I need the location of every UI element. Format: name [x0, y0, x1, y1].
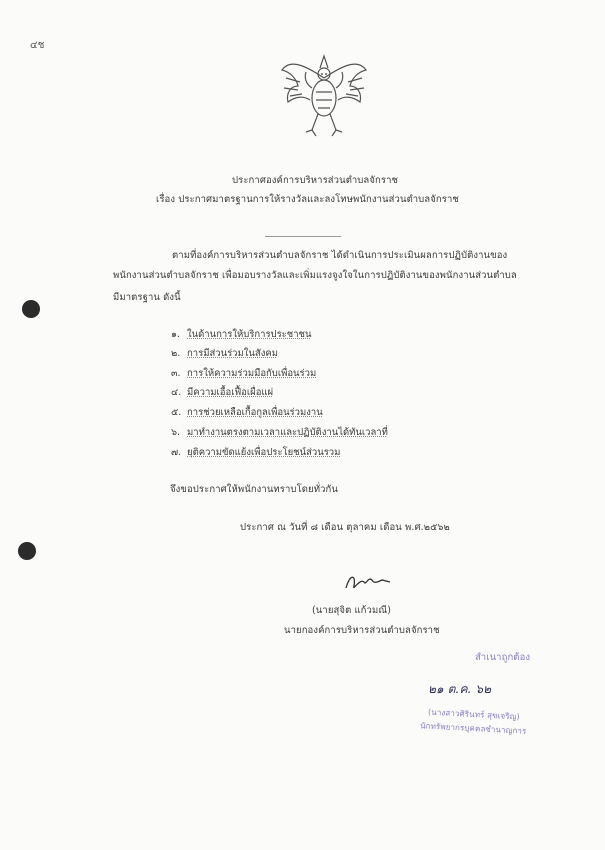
signatory-name: (นายสุจิต แก้วมณี): [312, 605, 392, 616]
list-item-text: มาทำงานตรงตามเวลาและปฏิบัติงานได้ทันเวลาที่: [187, 427, 388, 438]
list-item-text: การช่วยเหลือเกื้อกูลเพื่อนร่วมงาน: [187, 407, 323, 418]
list-item: [171, 346, 278, 361]
certifier-name: (นางสาวศิรินทร์ สุขเจริญ): [427, 707, 521, 722]
paragraph-line-3: มีมาตรฐาน ดังนี้: [113, 292, 181, 303]
document-title: ประกาศองค์การบริหารส่วนตำบลจักราช: [232, 175, 399, 186]
certified-copy-label: สำเนาถูกต้อง: [475, 652, 531, 663]
list-item-text: ยุติความขัดแย้งเพื่อประโยชน์ส่วนรวม: [187, 447, 341, 458]
list-item: [171, 366, 316, 381]
list-item: [171, 425, 388, 440]
paragraph-line-1: ตามที่องค์การบริหารส่วนตำบลจักราช ได้ดำเนินการประเมินผลการปฏิบัติงานของ: [172, 250, 508, 261]
list-item: [171, 445, 340, 460]
signature-icon: [340, 568, 400, 596]
list-item-number: ๓.: [171, 368, 181, 379]
garuda-emblem-icon: [276, 48, 372, 144]
document-subject: เรื่อง ประกาศมาตรฐานการให้รางวัลและลงโทษพนักงานส่วนตำบลจักราช: [156, 194, 459, 205]
closing-statement: จึงขอประกาศให้พนักงานทราบโดยทั่วกัน: [170, 484, 338, 495]
list-item-number: ๗.: [171, 447, 182, 458]
list-item-number: ๑.: [171, 329, 181, 340]
certified-handwriting: ๒๑ ต.ค. ๖๒: [428, 682, 492, 696]
list-item-text: การมีส่วนร่วมในสังคม: [187, 348, 278, 359]
list-item: [171, 327, 312, 342]
punch-hole-bottom: [18, 542, 36, 560]
list-item-number: ๔.: [171, 387, 182, 398]
punch-hole-top: [22, 300, 40, 318]
list-item: [171, 405, 323, 420]
list-item-text: การให้ความร่วมมือกับเพื่อนร่วม: [187, 368, 317, 379]
announcement-date: ประกาศ ณ วันที่ ๘ เดือน ตุลาคม เดือน พ.ศ.๒๕๖๒: [240, 522, 450, 533]
list-item-text: ในด้านการให้บริการประชาชน: [187, 329, 312, 340]
signatory-position: นายกองค์การบริหารส่วนตำบลจักราช: [284, 625, 440, 636]
list-item-number: ๖.: [171, 427, 181, 438]
corner-handwritten-mark: ๔ช: [30, 40, 45, 51]
list-item: [171, 385, 273, 400]
paragraph-line-2: พนักงานส่วนตำบลจักราช เพื่อมอบรางวัลและเพิ่มแรงจูงใจในการปฏิบัติงานของพนักงานส่วนตำบล: [113, 270, 517, 281]
list-item-number: ๒.: [171, 348, 181, 359]
list-item-number: ๕.: [171, 407, 182, 418]
list-item-text: มีความเอื้อเฟื้อเผื่อแผ่: [187, 387, 274, 398]
certifier-position: นักทรัพยากรบุคคลชำนาญการ: [419, 721, 527, 736]
header-divider: [265, 236, 341, 237]
